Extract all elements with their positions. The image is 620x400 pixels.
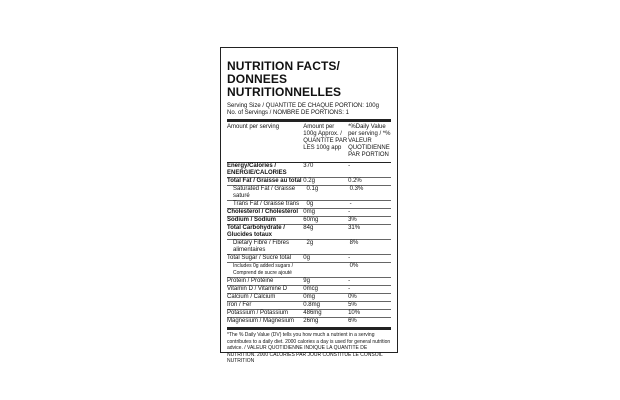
nutrient-daily-value: - xyxy=(348,163,351,169)
nutrient-amount xyxy=(306,263,349,277)
column-header xyxy=(227,124,391,162)
nutrient-name: Dietary Fibre / Fibres alimentaires xyxy=(233,240,290,253)
nutrient-amount: 486mg xyxy=(303,310,322,316)
nutrient-name: Total Sugar / Sucre total xyxy=(227,255,292,261)
nutrient-daily-value: 8% xyxy=(349,240,359,246)
nutrient-row xyxy=(227,277,391,285)
nutrient-amount: 26mg xyxy=(303,318,319,324)
nutrient-amount: 0.2g xyxy=(303,178,315,184)
nutrient-daily-value: 10% xyxy=(348,310,361,316)
label-title xyxy=(227,60,391,99)
nutrient-daily-value: - xyxy=(348,278,351,284)
nutrient-amount: 0g xyxy=(303,255,310,261)
nutrient-amount: 0g xyxy=(306,201,314,207)
nutrient-amount: 84g xyxy=(303,225,314,231)
footnote: *The % Daily Value (DV) tells you how much a nutrient in a serving contributes to a daily diet. 2000 calories a day is used for general nutrition advice. / VALEUR QUOTIDIENNE INDIQUE LA QUANTITE DE NUTRITION. 2000 CALORIES PAR JOUR CONSTITUE LE CONSOIL NUTRITION xyxy=(227,327,391,365)
header-amount-per-100g: Amount per 100g Approx. / QUANTITE PAR LES 100g app xyxy=(303,124,348,151)
nutrient-row xyxy=(227,162,391,177)
nutrient-name: Potassium / Potassium xyxy=(227,310,289,316)
nutrient-daily-value: 3% xyxy=(348,217,357,223)
nutrient-amount: 0mg xyxy=(303,294,315,300)
nutrition-label xyxy=(220,47,398,364)
nutrient-name: Magnesium / Magnesium xyxy=(227,318,295,324)
nutrient-row xyxy=(227,262,391,277)
title-line-1: NUTRITION FACTS/ xyxy=(227,59,340,73)
header-amount-per-serving: Amount per serving xyxy=(227,124,280,130)
nutrient-daily-value: 0.3% xyxy=(349,186,364,192)
serving-info xyxy=(227,103,391,117)
nutrient-row xyxy=(227,177,391,185)
nutrient-amount: 0mg xyxy=(303,209,315,215)
nutrient-name: Total Carbohydrate / Glucides totaux xyxy=(227,225,285,238)
nutrient-rows xyxy=(227,162,391,325)
nutrient-daily-value: 0.2% xyxy=(348,178,362,184)
nutrient-name: Saturated Fat / Graisse saturé xyxy=(233,186,296,199)
nutrient-daily-value: 31% xyxy=(348,225,361,231)
nutrient-row xyxy=(227,301,391,309)
nutrient-row xyxy=(227,216,391,224)
nutrient-name: Energy/Calories / ENERGIE/CALORIES xyxy=(227,163,287,176)
nutrient-row xyxy=(227,185,391,200)
serving-size: Serving Size / QUANTITE DE CHAQUE PORTION: 100g xyxy=(227,103,379,109)
nutrient-row xyxy=(227,293,391,301)
nutrient-row xyxy=(227,208,391,216)
divider-thick xyxy=(227,119,391,122)
nutrient-daily-value: - xyxy=(348,209,351,215)
nutrient-amount: 0.1g xyxy=(306,186,319,192)
nutrient-name: Trans Fat / Graisse trans xyxy=(233,201,300,207)
nutrient-daily-value: 0% xyxy=(348,294,357,300)
nutrient-daily-value: - xyxy=(348,286,351,292)
nutrient-row xyxy=(227,317,391,325)
nutrient-row xyxy=(227,285,391,293)
nutrient-row xyxy=(227,239,391,254)
nutrient-amount: 60mg xyxy=(303,217,319,223)
nutrient-name: Sodium / Sodium xyxy=(227,217,276,223)
nutrient-daily-value: 0% xyxy=(349,263,359,269)
nutrient-amount: 9g xyxy=(303,278,310,284)
nutrient-row xyxy=(227,200,391,208)
nutrient-daily-value: 5% xyxy=(348,302,357,308)
nutrient-amount: 0.8mg xyxy=(303,302,320,308)
nutrient-name: Iron / Fer xyxy=(227,302,252,308)
servings-count: No. of Servings / NOMBRE DE PORTIONS: 1 xyxy=(227,110,349,116)
nutrient-name: Cholesterol / Cholestérol xyxy=(227,209,299,215)
nutrient-daily-value: - xyxy=(348,255,351,261)
nutrient-name: Calcium / Calcium xyxy=(227,294,276,300)
nutrient-amount: 2g xyxy=(306,240,314,246)
nutrient-amount: 0mcg xyxy=(303,286,318,292)
nutrient-name: Protein / Protéine xyxy=(227,278,274,284)
nutrient-row xyxy=(227,254,391,262)
nutrient-row xyxy=(227,309,391,317)
nutrient-daily-value: 6% xyxy=(348,318,357,324)
nutrient-row xyxy=(227,224,391,239)
title-line-2: DONNEES NUTRITIONNELLES xyxy=(227,72,342,99)
nutrient-name: Total Fat / Graisse au total xyxy=(227,178,302,184)
nutrient-name: Vitamin D / Vitamine D xyxy=(227,286,288,292)
header-daily-value: *%Daily Value per serving / *% VALEUR QUOTIDIENNE PAR PORTION xyxy=(348,124,391,158)
nutrient-amount: 370 xyxy=(303,163,314,169)
nutrient-name: Includes 0g added sugars / Comprend de sucre ajouté xyxy=(233,263,294,276)
nutrient-daily-value: - xyxy=(349,201,352,207)
